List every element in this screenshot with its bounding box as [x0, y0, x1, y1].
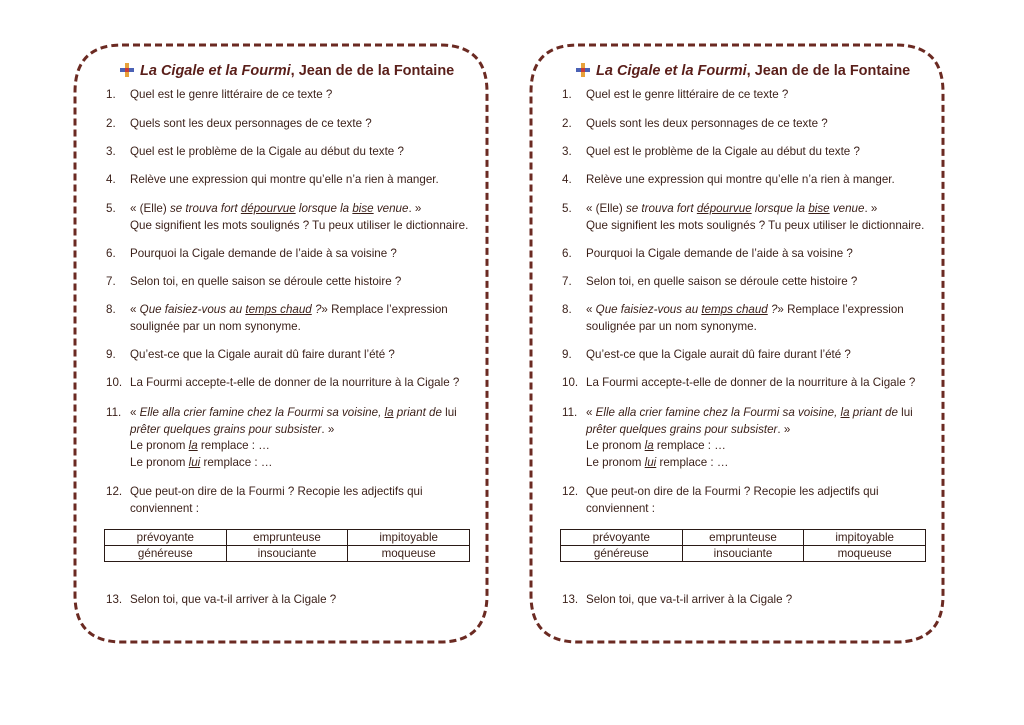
question-number: 11. [562, 406, 578, 419]
question-number: 13. [106, 593, 123, 606]
question-text: « Que faisiez-vous au temps chaud ?» Remplace l’expression soulignée par un nom synonyme. [586, 303, 904, 333]
question-number: 3. [106, 145, 116, 158]
table-cell: prévoyante [561, 530, 683, 546]
adjectives-table [104, 529, 470, 562]
question-text: Que peut-on dire de la Fourmi ? Recopie les adjectifs qui conviennent : [586, 485, 879, 515]
question-text: Selon toi, en quelle saison se déroule cette histoire ? [130, 275, 402, 288]
question-number: 9. [106, 348, 116, 361]
question-text: « Elle alla crier famine chez la Fourmi sa voisine, la priant de lui prêter quelques grains pour subsister. » Le pronom la remplace : … Le pronom lui remplace : … [130, 406, 457, 469]
question-text: Selon toi, que va-t-il arriver à la Cigale ? [130, 593, 337, 606]
title-italic: La Cigale et la Fourmi [140, 63, 291, 79]
question-number: 8. [562, 303, 572, 316]
question-text: Quel est le genre littéraire de ce texte ? [586, 88, 789, 101]
table-cell: prévoyante [105, 530, 227, 546]
question-text: « Elle alla crier famine chez la Fourmi sa voisine, la priant de lui prêter quelques grains pour subsister. » Le pronom la remplace : … Le pronom lui remplace : … [586, 406, 913, 469]
question-number: 2. [562, 117, 572, 130]
question-number: 10. [106, 376, 123, 389]
question-text: Qu’est-ce que la Cigale aurait dû faire durant l’été ? [586, 348, 851, 361]
worksheet-card-left [72, 0, 492, 725]
title-rest: , Jean de de la Fontaine [746, 63, 911, 79]
question-number: 4. [106, 173, 116, 186]
question-number: 12. [562, 485, 579, 498]
question-text: Quel est le problème de la Cigale au début du texte ? [130, 145, 404, 158]
question-number: 11. [106, 406, 122, 419]
table-cell: insouciante [226, 546, 348, 562]
question-number: 1. [106, 88, 116, 101]
question-text: « Que faisiez-vous au temps chaud ?» Remplace l’expression soulignée par un nom synonyme. [130, 303, 448, 333]
question-number: 7. [562, 275, 572, 288]
colored-cross-icon [576, 63, 590, 77]
question-number: 1. [562, 88, 572, 101]
question-text: Relève une expression qui montre qu’elle n’a rien à manger. [586, 173, 895, 186]
table-cell: impitoyable [348, 530, 470, 546]
question-text: Relève une expression qui montre qu’elle n’a rien à manger. [130, 173, 439, 186]
question-number: 6. [562, 247, 572, 260]
table-cell: emprunteuse [226, 530, 348, 546]
table-row [561, 530, 926, 546]
question-text: Quels sont les deux personnages de ce texte ? [130, 117, 372, 130]
question-number: 5. [106, 202, 116, 215]
table-cell: moqueuse [804, 546, 926, 562]
question-text: Quel est le genre littéraire de ce texte ? [130, 88, 333, 101]
question-text: La Fourmi accepte-t-elle de donner de la nourriture à la Cigale ? [130, 376, 460, 389]
table-row [105, 530, 470, 546]
question-number: 13. [562, 593, 579, 606]
question-number: 4. [562, 173, 572, 186]
question-text: Selon toi, que va-t-il arriver à la Cigale ? [586, 593, 793, 606]
question-text: Selon toi, en quelle saison se déroule cette histoire ? [586, 275, 858, 288]
question-text: Pourquoi la Cigale demande de l’aide à sa voisine ? [586, 247, 853, 260]
question-number: 10. [562, 376, 579, 389]
question-text: Pourquoi la Cigale demande de l’aide à sa voisine ? [130, 247, 397, 260]
question-text: Qu’est-ce que la Cigale aurait dû faire durant l’été ? [130, 348, 395, 361]
question-number: 9. [562, 348, 572, 361]
worksheet-title [576, 63, 910, 79]
colored-cross-icon [120, 63, 134, 77]
title-italic: La Cigale et la Fourmi [596, 63, 747, 79]
question-number: 6. [106, 247, 116, 260]
table-cell: moqueuse [348, 546, 470, 562]
question-number: 3. [562, 145, 572, 158]
question-number: 2. [106, 117, 116, 130]
question-text: Quels sont les deux personnages de ce texte ? [586, 117, 828, 130]
question-number: 7. [106, 275, 116, 288]
question-number: 5. [562, 202, 572, 215]
adjectives-table [560, 529, 926, 562]
question-text: « (Elle) se trouva fort dépourvue lorsque la bise venue. » Que signifient les mots soulignés ? Tu peux utiliser le dictionnaire. [586, 202, 925, 232]
table-cell: impitoyable [804, 530, 926, 546]
table-cell: insouciante [682, 546, 804, 562]
worksheet-title [120, 63, 454, 79]
question-text: La Fourmi accepte-t-elle de donner de la nourriture à la Cigale ? [586, 376, 916, 389]
question-text: Quel est le problème de la Cigale au début du texte ? [586, 145, 860, 158]
question-text: « (Elle) se trouva fort dépourvue lorsque la bise venue. » Que signifient les mots soulignés ? Tu peux utiliser le dictionnaire. [130, 202, 469, 232]
worksheet-card-right [528, 0, 948, 725]
question-number: 12. [106, 485, 123, 498]
table-row [105, 546, 470, 562]
table-cell: généreuse [105, 546, 227, 562]
question-number: 8. [106, 303, 116, 316]
question-text: Que peut-on dire de la Fourmi ? Recopie les adjectifs qui conviennent : [130, 485, 423, 515]
table-cell: emprunteuse [682, 530, 804, 546]
title-rest: , Jean de de la Fontaine [290, 63, 455, 79]
table-cell: généreuse [561, 546, 683, 562]
table-row [561, 546, 926, 562]
